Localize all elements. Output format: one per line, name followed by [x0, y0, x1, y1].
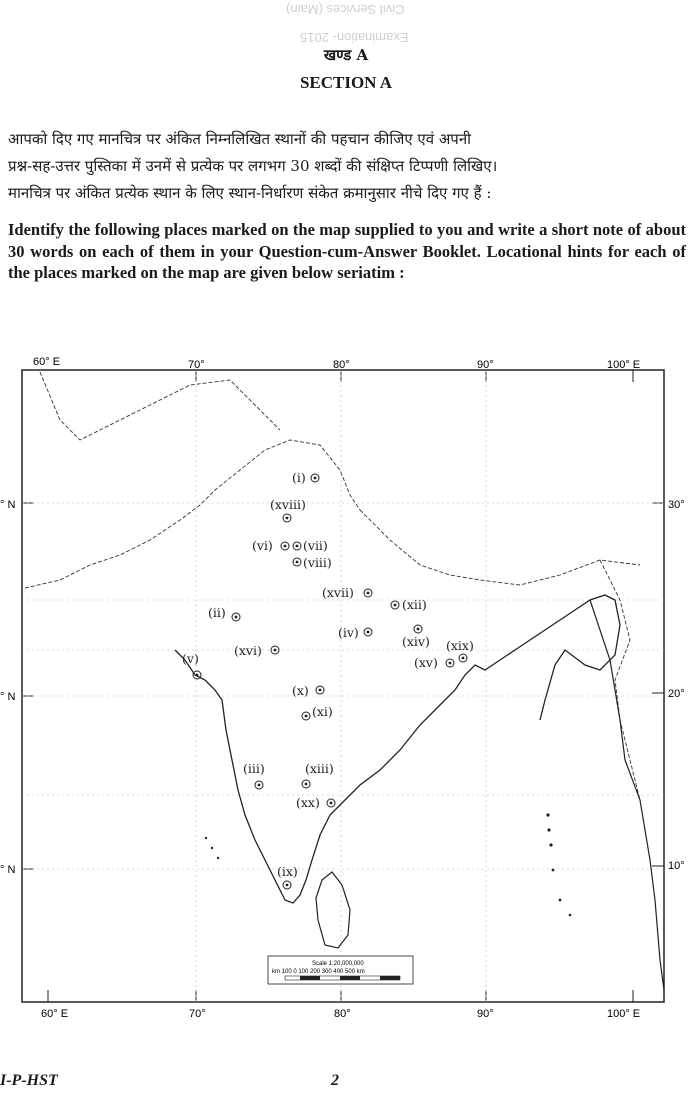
marker-i: [292, 470, 319, 485]
marker-v: [182, 651, 201, 679]
map-markers: [182, 470, 474, 889]
page-number: 2: [331, 1072, 339, 1089]
marker-label-iv: (iv): [338, 625, 359, 640]
left-lat-20: ° N: [0, 691, 16, 703]
marker-xix: [446, 638, 474, 662]
paper-code: I-P-HST: [0, 1072, 58, 1089]
marker-label-xvii: (xvii): [322, 585, 354, 600]
watermark-line2: Examination- 2015: [300, 30, 409, 45]
bottom-lon-80: 80°: [334, 1008, 351, 1020]
andaman-islands: [205, 813, 572, 916]
marker-label-xix: (xix): [446, 638, 474, 653]
hindi-line-3: मानचित्र पर अंकित प्रत्येक स्थान के लिए स्थान-निर्धारण संकेत क्रमानुसार नीचे दिए गए हैं :: [8, 184, 492, 202]
marker-label-vii: (vii): [303, 538, 328, 553]
top-lon-80: 80°: [333, 359, 350, 371]
marker-xiii: [302, 761, 334, 788]
hindi-line-2: प्रश्न-सह-उत्तर पुस्तिका में उनमें से प्रत्येक पर लगभग 30 शब्दों की संक्षिप्त टिप्पणी लिखिए।: [8, 157, 498, 175]
top-lon-100: 100° E: [607, 359, 641, 371]
marker-iv: [338, 625, 372, 640]
marker-label-xiv: (xiv): [402, 634, 430, 649]
bottom-lon-100: 100° E: [607, 1008, 641, 1020]
marker-xx: [296, 795, 335, 810]
khand-heading: खण्ड A: [323, 46, 369, 64]
marker-iii: [243, 761, 265, 789]
india-coastline: [175, 595, 620, 903]
graticule: [22, 370, 664, 1002]
watermark-line1: Civil Services (Main): [286, 2, 405, 17]
marker-label-i: (i): [292, 470, 306, 485]
marker-x: [292, 683, 324, 698]
marker-ix: [277, 864, 298, 889]
bottom-lon-70: 70°: [189, 1008, 206, 1020]
english-instructions: Identify the following places marked on the map supplied to you and write a short note of about 30 words on each of them in your Question-cum-Answer Booklet. Locational hints for each of the places marked on the map are given below seriatim :: [8, 220, 686, 282]
marker-label-viii: (viii): [303, 555, 332, 570]
marker-xii: [391, 597, 427, 612]
marker-label-ii: (ii): [208, 605, 226, 620]
marker-label-x: (x): [292, 683, 309, 698]
marker-label-xii: (xii): [402, 597, 427, 612]
marker-xi: [302, 704, 333, 720]
marker-label-v: (v): [182, 651, 199, 666]
marker-label-xv: (xv): [414, 655, 438, 670]
marker-label-vi: (vi): [252, 538, 273, 553]
frame-ticks: [22, 370, 664, 1002]
india-map: [0, 345, 692, 1025]
left-lat-10: ° N: [0, 864, 16, 876]
marker-ii: [208, 605, 240, 621]
marker-label-xvi: (xvi): [234, 643, 262, 658]
hindi-line-1: आपको दिए गए मानचित्र पर अंकित निम्नलिखित स्थानों की पहचान कीजिए एवं अपनी: [8, 130, 472, 148]
marker-label-xx: (xx): [296, 795, 320, 810]
marker-label-xi: (xi): [312, 704, 333, 719]
left-lat-30: ° N: [0, 499, 16, 511]
marker-xviii: [270, 497, 306, 522]
marker-viii: [293, 555, 332, 570]
section-heading: SECTION A: [299, 73, 393, 92]
top-lon-70: 70°: [188, 359, 205, 371]
scale-bar: [268, 956, 413, 984]
bottom-lon-60: 60° E: [41, 1008, 69, 1020]
scale-title: Scale 1:20,000,000: [312, 961, 364, 967]
marker-label-ix: (ix): [277, 864, 298, 879]
marker-label-xviii: (xviii): [270, 497, 306, 512]
marker-label-xiii: (xiii): [305, 761, 334, 776]
marker-xvii: [322, 585, 372, 600]
top-lon-60: 60° E: [33, 356, 61, 368]
marker-xv: [414, 655, 454, 670]
right-lat-30: 30°: [668, 499, 685, 511]
map-frame: [22, 370, 664, 1002]
sri-lanka: [316, 872, 350, 948]
top-lon-90: 90°: [477, 359, 494, 371]
marker-label-iii: (iii): [243, 761, 265, 776]
bottom-lon-90: 90°: [477, 1008, 494, 1020]
marker-xiv: [402, 625, 430, 649]
marker-vi: [252, 538, 289, 553]
marker-xvi: [234, 643, 279, 658]
right-lat-10: 10°: [668, 860, 685, 872]
scale-units: km 100 0 100 200 300 400 500 km: [272, 969, 365, 975]
marker-vii: [293, 538, 328, 553]
right-lat-20: 20°: [668, 688, 685, 700]
